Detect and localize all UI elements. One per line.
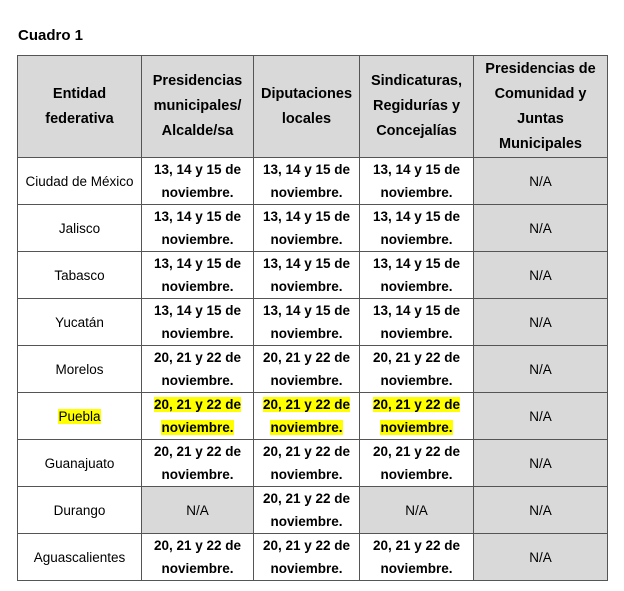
entity-cell: Durango: [18, 487, 142, 534]
date-cell: 20, 21 y 22 de noviembre.: [142, 534, 254, 581]
entity-cell: Morelos: [18, 346, 142, 393]
entity-cell: Aguascalientes: [18, 534, 142, 581]
entity-cell: Jalisco: [18, 205, 142, 252]
table-row: [18, 534, 608, 581]
date-cell: 13, 14 y 15 de noviembre.: [360, 252, 474, 299]
na-cell: N/A: [474, 205, 608, 252]
entity-cell: Ciudad de México: [18, 158, 142, 205]
date-cell: 20, 21 y 22 de noviembre.: [254, 440, 360, 487]
date-cell: 13, 14 y 15 de noviembre.: [254, 158, 360, 205]
highlight-mark: Puebla: [58, 408, 101, 424]
na-cell: N/A: [474, 252, 608, 299]
entity-cell: Tabasco: [18, 252, 142, 299]
date-cell: 20, 21 y 22 de noviembre.: [142, 346, 254, 393]
table-caption: Cuadro 1: [18, 27, 84, 44]
date-cell: 13, 14 y 15 de noviembre.: [360, 299, 474, 346]
date-cell: [254, 393, 360, 440]
na-cell: N/A: [474, 440, 608, 487]
date-cell: 20, 21 y 22 de noviembre.: [142, 440, 254, 487]
table-row: [18, 346, 608, 393]
date-cell: 13, 14 y 15 de noviembre.: [254, 205, 360, 252]
highlight-mark: 20, 21 y 22 de noviembre.: [262, 397, 351, 435]
date-cell: 13, 14 y 15 de noviembre.: [254, 299, 360, 346]
na-cell: N/A: [474, 487, 608, 534]
na-cell: N/A: [360, 487, 474, 534]
election-dates-table: [17, 55, 608, 581]
header-row: [18, 56, 608, 158]
header-entidad: Entidad federativa: [18, 56, 142, 158]
table-row: [18, 158, 608, 205]
date-cell: 13, 14 y 15 de noviembre.: [142, 252, 254, 299]
date-cell: 20, 21 y 22 de noviembre.: [254, 534, 360, 581]
date-cell: 13, 14 y 15 de noviembre.: [142, 205, 254, 252]
date-cell: 20, 21 y 22 de noviembre.: [254, 487, 360, 534]
table-row: [18, 252, 608, 299]
table-row: [18, 299, 608, 346]
entity-cell: [18, 393, 142, 440]
table-row: [18, 205, 608, 252]
date-cell: 13, 14 y 15 de noviembre.: [142, 299, 254, 346]
na-cell: N/A: [474, 299, 608, 346]
na-cell: N/A: [474, 534, 608, 581]
date-cell: [142, 393, 254, 440]
table-row-highlighted: [18, 393, 608, 440]
entity-cell: Guanajuato: [18, 440, 142, 487]
date-cell: 13, 14 y 15 de noviembre.: [360, 158, 474, 205]
date-cell: 20, 21 y 22 de noviembre.: [360, 534, 474, 581]
table-row: [18, 487, 608, 534]
date-cell: 20, 21 y 22 de noviembre.: [360, 440, 474, 487]
date-cell: 20, 21 y 22 de noviembre.: [254, 346, 360, 393]
date-cell: 13, 14 y 15 de noviembre.: [360, 205, 474, 252]
header-presidencias-municipales: Presidencias municipales/ Alcalde/sa: [142, 56, 254, 158]
date-cell: 13, 14 y 15 de noviembre.: [142, 158, 254, 205]
na-cell: N/A: [474, 393, 608, 440]
header-presidencias-comunidad: Presidencias de Comunidad y Juntas Municipales: [474, 56, 608, 158]
date-cell: 20, 21 y 22 de noviembre.: [360, 346, 474, 393]
header-sindicaturas: Sindicaturas, Regidurías y Concejalías: [360, 56, 474, 158]
date-cell: 13, 14 y 15 de noviembre.: [254, 252, 360, 299]
na-cell: N/A: [474, 346, 608, 393]
table-row: [18, 440, 608, 487]
na-cell: N/A: [474, 158, 608, 205]
highlight-mark: 20, 21 y 22 de noviembre.: [153, 397, 242, 435]
na-cell: N/A: [142, 487, 254, 534]
entity-cell: Yucatán: [18, 299, 142, 346]
highlight-mark: 20, 21 y 22 de noviembre.: [372, 397, 461, 435]
date-cell: [360, 393, 474, 440]
header-diputaciones: Diputaciones locales: [254, 56, 360, 158]
